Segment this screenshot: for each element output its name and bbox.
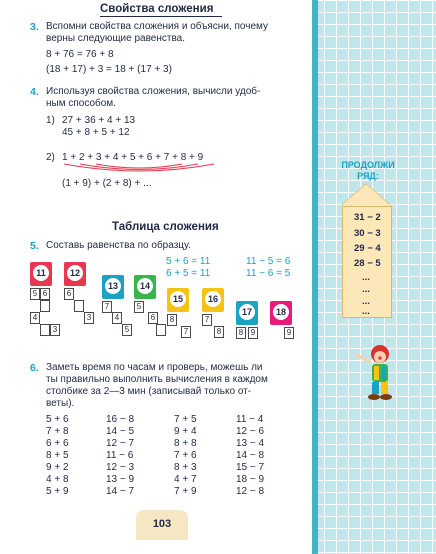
grid-cell: 9 <box>248 327 258 339</box>
series-row: ... <box>362 296 370 307</box>
column-4-item: 11 − 4 <box>236 414 264 425</box>
column-3-item: 7 + 6 <box>174 450 197 461</box>
pairing-arcs <box>60 162 220 178</box>
card-14 <box>134 275 156 299</box>
card-16-number: 16 <box>205 291 221 307</box>
grid-cell: 8 <box>167 314 177 326</box>
grid-cell <box>40 324 50 336</box>
column-1-item: 5 + 9 <box>46 486 69 497</box>
exercise-6-text-line4: веты). <box>46 398 75 409</box>
grid-cell: 6 <box>148 312 158 324</box>
column-4-item: 12 − 8 <box>236 486 265 497</box>
sample-sum-2: 6 + 5 = 11 <box>166 268 211 279</box>
exercise-4-item1-b: 45 + 8 + 5 + 12 <box>62 127 130 138</box>
column-4-item: 12 − 6 <box>236 426 265 437</box>
series-row: 29 − 4 <box>354 243 381 254</box>
column-4-item: 14 − 8 <box>236 450 265 461</box>
column-1-item: 9 + 2 <box>46 462 69 473</box>
grid-cell <box>74 300 84 312</box>
sidebar-title-line1: ПРОДОЛЖИ <box>341 160 395 170</box>
column-1-item: 7 + 8 <box>46 426 69 437</box>
grid-cell: 4 <box>112 312 122 324</box>
card-16 <box>202 288 224 312</box>
card-13-number: 13 <box>105 278 121 294</box>
grid-cell: 6 <box>64 288 74 300</box>
card-12 <box>64 262 86 286</box>
series-row: ... <box>362 306 370 317</box>
exercise-6-text-line3: столбике за 2—3 мин (записывай только от- <box>46 386 252 397</box>
exercise-3-text-line1: Вспомни свойства сложения и объясни, почему <box>46 21 268 32</box>
grid-cell: 7 <box>102 301 112 313</box>
title-underline <box>100 16 222 17</box>
column-3-item: 7 + 9 <box>174 486 197 497</box>
column-3-item: 8 + 8 <box>174 438 197 449</box>
exercise-3-equation1: 8 + 76 = 76 + 8 <box>46 49 114 60</box>
table-title: Таблица сложения <box>112 221 219 233</box>
card-18 <box>270 301 292 325</box>
page-number: 103 <box>152 518 172 530</box>
column-2-item: 14 − 5 <box>106 426 135 437</box>
grid-cell: 6 <box>40 288 50 300</box>
exercise-4-number: 4. <box>30 86 39 98</box>
exercise-4-item2-label: 2) <box>46 152 55 163</box>
series-row: 31 − 2 <box>354 212 381 223</box>
column-1-item: 5 + 6 <box>46 414 69 425</box>
card-17-number: 17 <box>239 304 255 320</box>
exercise-3-text-line2: верны следующие равенства. <box>46 33 186 44</box>
column-1-item: 4 + 8 <box>46 474 69 485</box>
column-4-item: 15 − 7 <box>236 462 265 473</box>
exercise-4-text-line2: ным способом. <box>46 98 116 109</box>
column-2-item: 16 − 8 <box>106 414 135 425</box>
column-1-item: 8 + 5 <box>46 450 69 461</box>
column-1-item: 6 + 6 <box>46 438 69 449</box>
sample-sum-1: 5 + 6 = 11 <box>166 256 211 267</box>
clown-illustration <box>352 340 404 404</box>
grid-cell: 9 <box>284 327 294 339</box>
column-4-item: 13 − 4 <box>236 438 265 449</box>
exercise-3-equation2: (18 + 17) + 3 = 18 + (17 + 3) <box>46 64 172 75</box>
column-3-item: 9 + 4 <box>174 426 197 437</box>
grid-cell <box>40 300 50 312</box>
exercise-5-text: Составь равенства по образцу. <box>46 240 191 251</box>
grid-cell: 7 <box>181 326 191 338</box>
sample-diff-2: 11 − 6 = 5 <box>246 268 291 279</box>
card-12-number: 12 <box>67 265 83 281</box>
exercise-6-text-line1: Заметь время по часам и проверь, можешь ли <box>46 362 263 373</box>
exercise-4-item1-label: 1) <box>46 115 55 126</box>
series-row: ... <box>362 272 370 283</box>
card-15-number: 15 <box>170 291 186 307</box>
sidebar-title-line2: РЯД: <box>357 171 379 181</box>
exercise-6-number: 6. <box>30 362 39 374</box>
column-3-item: 7 + 5 <box>174 414 197 425</box>
series-row: 30 − 3 <box>354 228 381 239</box>
card-18-number: 18 <box>273 304 289 320</box>
column-2-item: 13 − 9 <box>106 474 135 485</box>
exercise-5-number: 5. <box>30 240 39 252</box>
exercise-6-text-line2: ты правильно выполнить вычисления в каждом <box>46 374 268 385</box>
grid-cell: 5 <box>134 301 144 313</box>
sample-diff-1: 11 − 5 = 6 <box>246 256 291 267</box>
series-row: ... <box>362 284 370 295</box>
card-17 <box>236 301 258 325</box>
exercise-4-item2: 1 + 2 + 3 + 4 + 5 + 6 + 7 + 8 + 9 <box>62 152 204 163</box>
column-2-item: 14 − 7 <box>106 486 135 497</box>
card-13 <box>102 275 124 299</box>
sidebar-title <box>330 160 406 182</box>
grid-cell: 8 <box>236 327 246 339</box>
exercise-4-text-line1: Используя свойства сложения, вычисли удоб- <box>46 86 261 97</box>
grid-cell: 3 <box>84 312 94 324</box>
column-3-item: 4 + 7 <box>174 474 197 485</box>
page-title: Свойства сложения <box>100 3 214 15</box>
series-card-roof <box>341 184 391 206</box>
exercise-4-item1-a: 27 + 36 + 4 + 13 <box>62 115 136 126</box>
exercise-4-item2-hint: (1 + 9) + (2 + 8) + ... <box>62 178 152 189</box>
column-2-item: 11 − 6 <box>106 450 134 461</box>
column-2-item: 12 − 7 <box>106 438 135 449</box>
grid-cell: 3 <box>50 324 60 336</box>
grid-cell: 4 <box>30 312 40 324</box>
series-row: 28 − 5 <box>354 258 381 269</box>
card-11-number: 11 <box>33 265 49 281</box>
grid-cell <box>156 324 166 336</box>
grid-cell: 8 <box>214 326 224 338</box>
side-panel-edge <box>312 0 318 554</box>
grid-cell: 5 <box>122 324 132 336</box>
grid-cell: 5 <box>30 288 40 300</box>
card-15 <box>167 288 189 312</box>
card-14-number: 14 <box>137 278 153 294</box>
column-4-item: 18 − 9 <box>236 474 265 485</box>
grid-cell: 7 <box>202 314 212 326</box>
card-11 <box>30 262 52 286</box>
column-3-item: 8 + 3 <box>174 462 197 473</box>
column-2-item: 12 − 3 <box>106 462 135 473</box>
exercise-3-number: 3. <box>30 21 39 33</box>
